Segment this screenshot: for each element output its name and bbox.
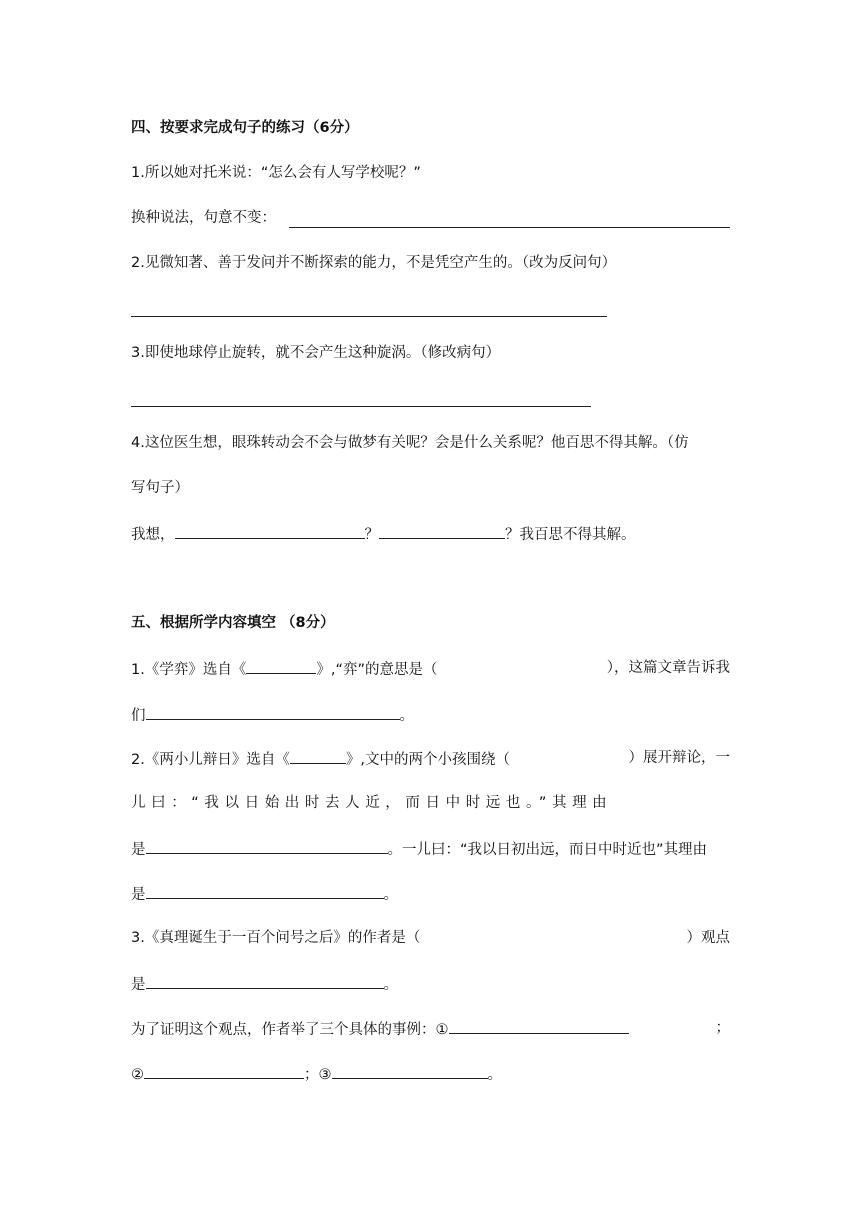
q5-1-part-a: 1.《学弈》选自《 <box>131 662 247 678</box>
blank-4-4-a[interactable] <box>175 523 365 539</box>
blank-5-2-reason-2[interactable] <box>146 883 384 899</box>
blank-5-3-example-1[interactable] <box>449 1018 629 1034</box>
q5-2-part-d: 是 <box>131 842 146 858</box>
q5-3-part-f: ； <box>715 1020 730 1036</box>
q5-2-part-c: ）展开辩论，一 <box>628 750 730 766</box>
section-4-heading: 四、按要求完成句子的练习（6分） <box>131 120 359 136</box>
question-5-3-line2 <box>131 973 398 995</box>
q5-2-part-b: 》,文中的两个小孩围绕（ <box>345 752 510 768</box>
q5-1-part-d: 们 <box>131 708 146 724</box>
q5-2-part-g: 。 <box>383 887 398 903</box>
question-5-2-line3 <box>131 838 707 860</box>
blank-5-1-lesson[interactable] <box>146 704 400 720</box>
q5-1-part-c: ），这篇文章告诉我 <box>606 660 730 676</box>
blank-4-4-b[interactable] <box>379 523 505 539</box>
question-5-3-line3 <box>131 1018 730 1040</box>
q4-prefix: 我想， <box>131 527 175 543</box>
question-4-3-text: 3.即使地球停止旋转，就不会产生这种旋涡。（修改病句） <box>131 345 501 361</box>
question-5-2-line4 <box>131 883 398 905</box>
question-5-3-line4 <box>131 1063 502 1085</box>
question-5-2-line2: 儿曰：“我以日始出时去人近，而日中时远也。”其理由 <box>131 795 613 811</box>
question-4-4-line1: 4.这位医生想，眼珠转动会不会与做梦有关呢？会是什么关系呢？他百思不得其解。（仿 <box>131 435 689 451</box>
q5-3-part-g: ② <box>131 1067 144 1083</box>
question-4-2-text: 2.见微知著、善于发问并不断探索的能力，不是凭空产生的。（改为反问句） <box>131 255 617 271</box>
answer-line-4-2[interactable] <box>131 316 607 317</box>
question-5-2-line1 <box>131 748 730 770</box>
blank-5-3-viewpoint[interactable] <box>146 973 384 989</box>
q5-2-part-e: 。一儿曰：“我以日初出远，而日中时近也”其理由 <box>387 842 708 858</box>
question-4-1-text: 1.所以她对托米说：“怎么会有人写学校呢？” <box>131 165 421 181</box>
q4-question-mark: ？ <box>364 527 379 543</box>
q5-3-part-i: 。 <box>487 1067 502 1083</box>
q5-3-part-b: ）观点 <box>686 930 730 946</box>
q5-2-part-a: 2.《两小儿辩日》选自《 <box>131 752 290 768</box>
q4-suffix: ？我百思不得其解。 <box>505 527 636 543</box>
q5-3-part-e: 为了证明这个观点，作者举了三个具体的事例：① <box>131 1022 449 1038</box>
blank-5-3-example-3[interactable] <box>332 1063 488 1079</box>
blank-5-1-book[interactable] <box>246 658 316 674</box>
q5-3-part-c: 是 <box>131 977 146 993</box>
question-5-1-line2 <box>131 704 414 726</box>
q5-1-part-e: 。 <box>399 708 414 724</box>
q5-3-part-d: 。 <box>383 977 398 993</box>
q5-1-part-b: 》,“弈”的意思是（ <box>316 662 438 678</box>
question-4-4-answer <box>131 523 636 545</box>
section-5-heading: 五、根据所学内容填空 （8分） <box>131 615 335 631</box>
answer-line-4-3[interactable] <box>131 406 591 407</box>
q5-3-part-h: ；③ <box>304 1067 332 1083</box>
q5-2-part-f: 是 <box>131 887 146 903</box>
question-5-3-line1 <box>131 928 730 948</box>
blank-5-2-reason-1[interactable] <box>146 838 388 854</box>
blank-5-3-example-2[interactable] <box>144 1063 304 1079</box>
q5-3-part-a: 3.《真理诞生于一百个问号之后》的作者是（ <box>131 930 421 946</box>
blank-5-2-book[interactable] <box>290 748 346 764</box>
answer-line-4-1[interactable] <box>289 227 730 228</box>
question-4-1-prompt <box>131 208 276 228</box>
question-4-4-line2: 写句子） <box>131 480 189 496</box>
question-5-1-line1 <box>131 658 730 680</box>
prompt-label: 换种说法，句意不变： <box>131 210 276 226</box>
